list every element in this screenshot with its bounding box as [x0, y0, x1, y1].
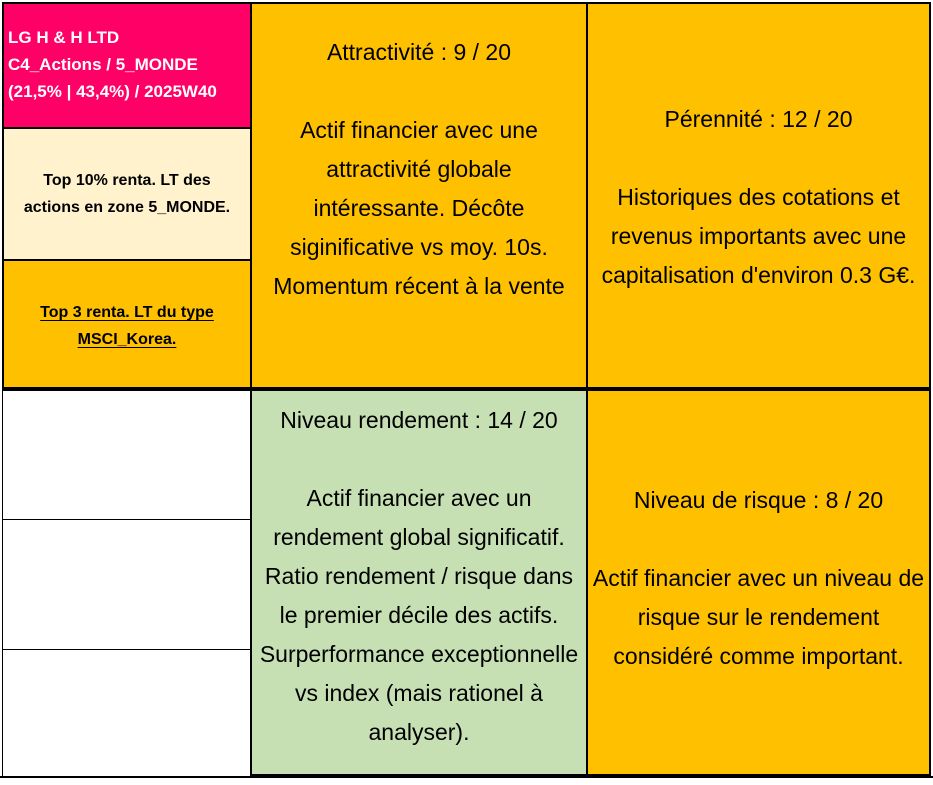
rendement-line: Surperformance exceptionnelle: [259, 641, 579, 667]
risque-line: considéré comme important.: [613, 643, 904, 669]
rendement-line: vs index (mais rationel à: [294, 680, 543, 706]
risque-line: Actif financier avec un niveau de: [592, 565, 925, 591]
asset-title-cell: [2, 2, 252, 129]
perennite-line: revenus importants avec une: [610, 223, 907, 249]
top10-cell: [2, 127, 252, 261]
asset-name: LG H & H LTD: [8, 28, 120, 47]
attractivite-line: intéressante. Décôte: [313, 195, 525, 221]
attractivite-cell: [250, 2, 588, 389]
perennite-heading: Pérennité : 12 / 20: [664, 106, 853, 132]
top10-line: actions en zone 5_MONDE.: [23, 199, 231, 216]
asset-stats: (21,5% | 43,4%) / 2025W40: [8, 82, 217, 101]
empty-cell: [2, 389, 252, 520]
attractivite-line: Actif financier avec une: [300, 117, 538, 143]
attractivite-line: Momentum récent à la vente: [273, 273, 565, 299]
rendement-line: analyser).: [368, 719, 470, 745]
rendement-line: Actif financier avec un: [306, 485, 532, 511]
rendement-heading: Niveau rendement : 14 / 20: [280, 407, 558, 433]
rendement-cell: [250, 389, 588, 776]
risque-heading: Niveau de risque : 8 / 20: [633, 487, 884, 513]
rendement-line: Ratio rendement / risque dans: [264, 563, 574, 589]
attractivite-line: attractivité globale: [326, 156, 512, 182]
attractivite-line: siginificative vs moy. 10s.: [290, 234, 548, 260]
top10-line: Top 10% renta. LT des: [43, 172, 211, 189]
empty-cell: [2, 519, 252, 650]
perennite-line: capitalisation d'environ 0.3 G€.: [601, 262, 916, 288]
top3-cell: [2, 259, 252, 389]
attractivite-heading: Attractivité : 9 / 20: [326, 39, 512, 65]
perennite-line: Historiques des cotations et: [617, 184, 900, 210]
rendement-line: rendement global significatif.: [273, 524, 565, 550]
asset-category: C4_Actions / 5_MONDE: [8, 55, 198, 74]
bottom-border: [0, 776, 933, 778]
empty-cell: [2, 649, 252, 777]
risque-line: risque sur le rendement: [637, 604, 880, 630]
rendement-line: le premier décile des actifs.: [279, 602, 559, 628]
top3-link-line[interactable]: MSCI_Korea.: [77, 331, 177, 348]
top3-link-line[interactable]: Top 3 renta. LT du type: [40, 304, 214, 321]
perennite-cell: [586, 2, 931, 389]
risque-cell: [586, 389, 931, 776]
